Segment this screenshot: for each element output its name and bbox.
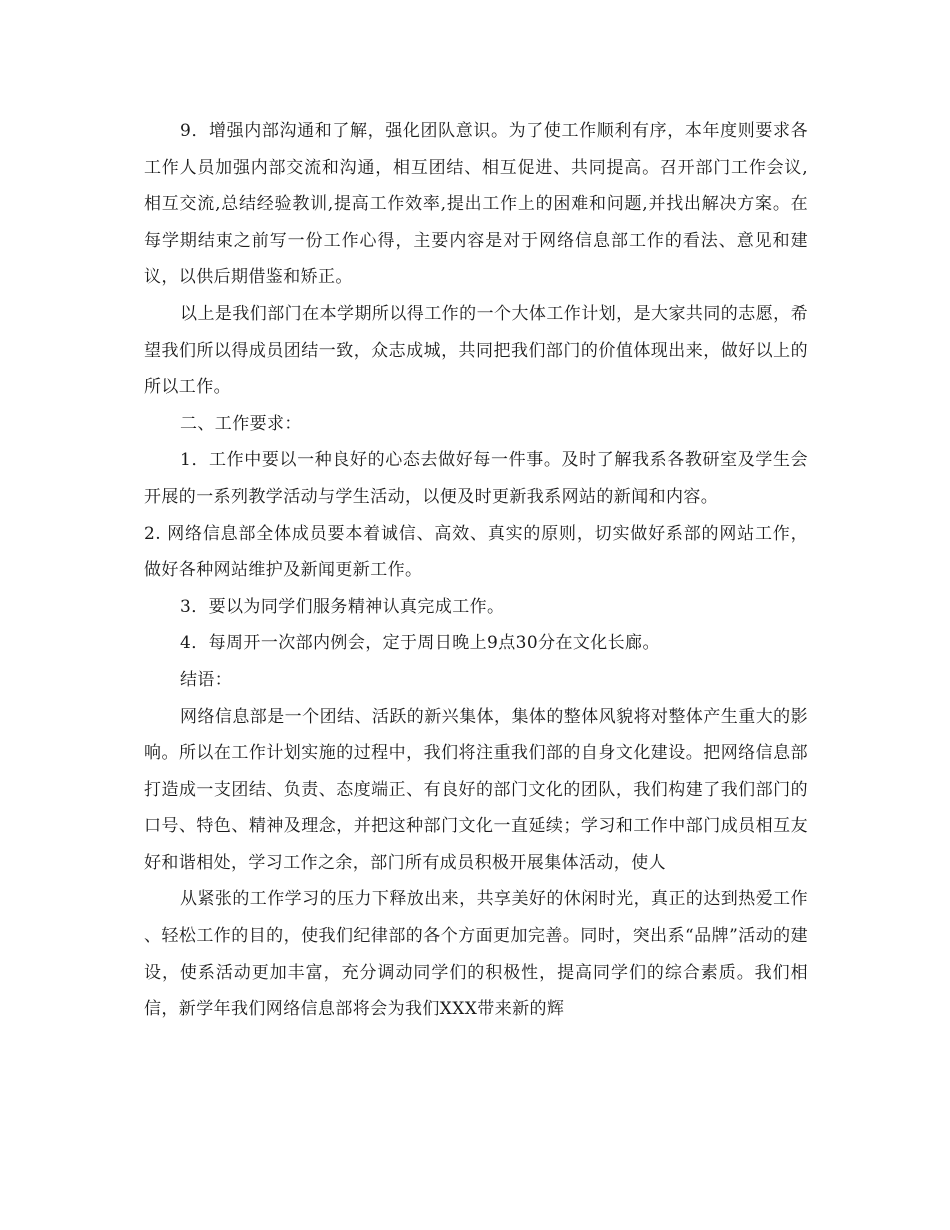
paragraph-communication: 9．增强内部沟通和了解，强化团队意识。为了使工作顺利有序，本年度则要求各工作人员加强内部交流和沟通，相互团结、相互促进、共同提高。召开部门工作会议,相互交流,总结经验教训,提高工作效率,提出工作上的困难和问题,并找出解决方案。在每学期结束之前写一份工作心得，主要内容是对于网络信息部工作的看法、意见和建议，以供后期借鉴和矫正。 bbox=[144, 121, 808, 288]
section-heading-conclusion: 结语： bbox=[180, 669, 233, 690]
paragraph-conclusion-2: 从紧张的工作学习的压力下释放出来，共享美好的休闲时光，真正的达到热爱工作 、轻松工作的目的，使我们纪律部的各个方面更加完善。同时，突出系“品牌”活动的建设，使系活动更加丰富，充分调动同学们的积极性，提高同学们的综合素质。我们相信，新学年我们网络信息部将会为我们XXX带来新的辉 bbox=[144, 889, 808, 1020]
section-heading-requirements: 二、工作要求： bbox=[180, 413, 302, 434]
requirement-item-1: 1．工作中要以一种良好的心态去做好每一件事。及时了解我系各教研室及学生会开展的一系列教学活动与学生活动，以便及时更新我系网站的新闻和内容。 bbox=[144, 450, 808, 507]
requirement-item-4: 4．每周开一次部内例会，定于周日晚上9点30分在文化长廊。 bbox=[180, 633, 660, 654]
paragraph-plan-summary: 以上是我们部门在本学期所以得工作的一个大体工作计划，是大家共同的志愿，希望我们所以得成员团结一致，众志成城，共同把我们部门的价值体现出来，做好以上的所以工作。 bbox=[144, 303, 808, 398]
paragraph-conclusion-1: 网络信息部是一个团结、活跃的新兴集体，集体的整体风貌将对整体产生重大的影响。所以在工作计划实施的过程中，我们将注重我们部的自身文化建设。把网络信息部打造成一支团结、负责、态度端正、有良好的部门文化的团队，我们构建了我们部门的口号、特色、精神及理念，并把这种部门文化一直延续；学习和工作中部门成员相互友好和谐相处，学习工作之余，部门所有成员积极开展集体活动，使人 bbox=[144, 706, 808, 873]
requirement-item-2: 2. 网络信息部全体成员要本着诚信、高效、真实的原则，切实做好系部的网站工作，做好各种网站维护及新闻更新工作。 bbox=[144, 523, 808, 581]
requirement-item-3: 3．要以为同学们服务精神认真完成工作。 bbox=[180, 596, 505, 617]
document-body bbox=[144, 113, 808, 1028]
